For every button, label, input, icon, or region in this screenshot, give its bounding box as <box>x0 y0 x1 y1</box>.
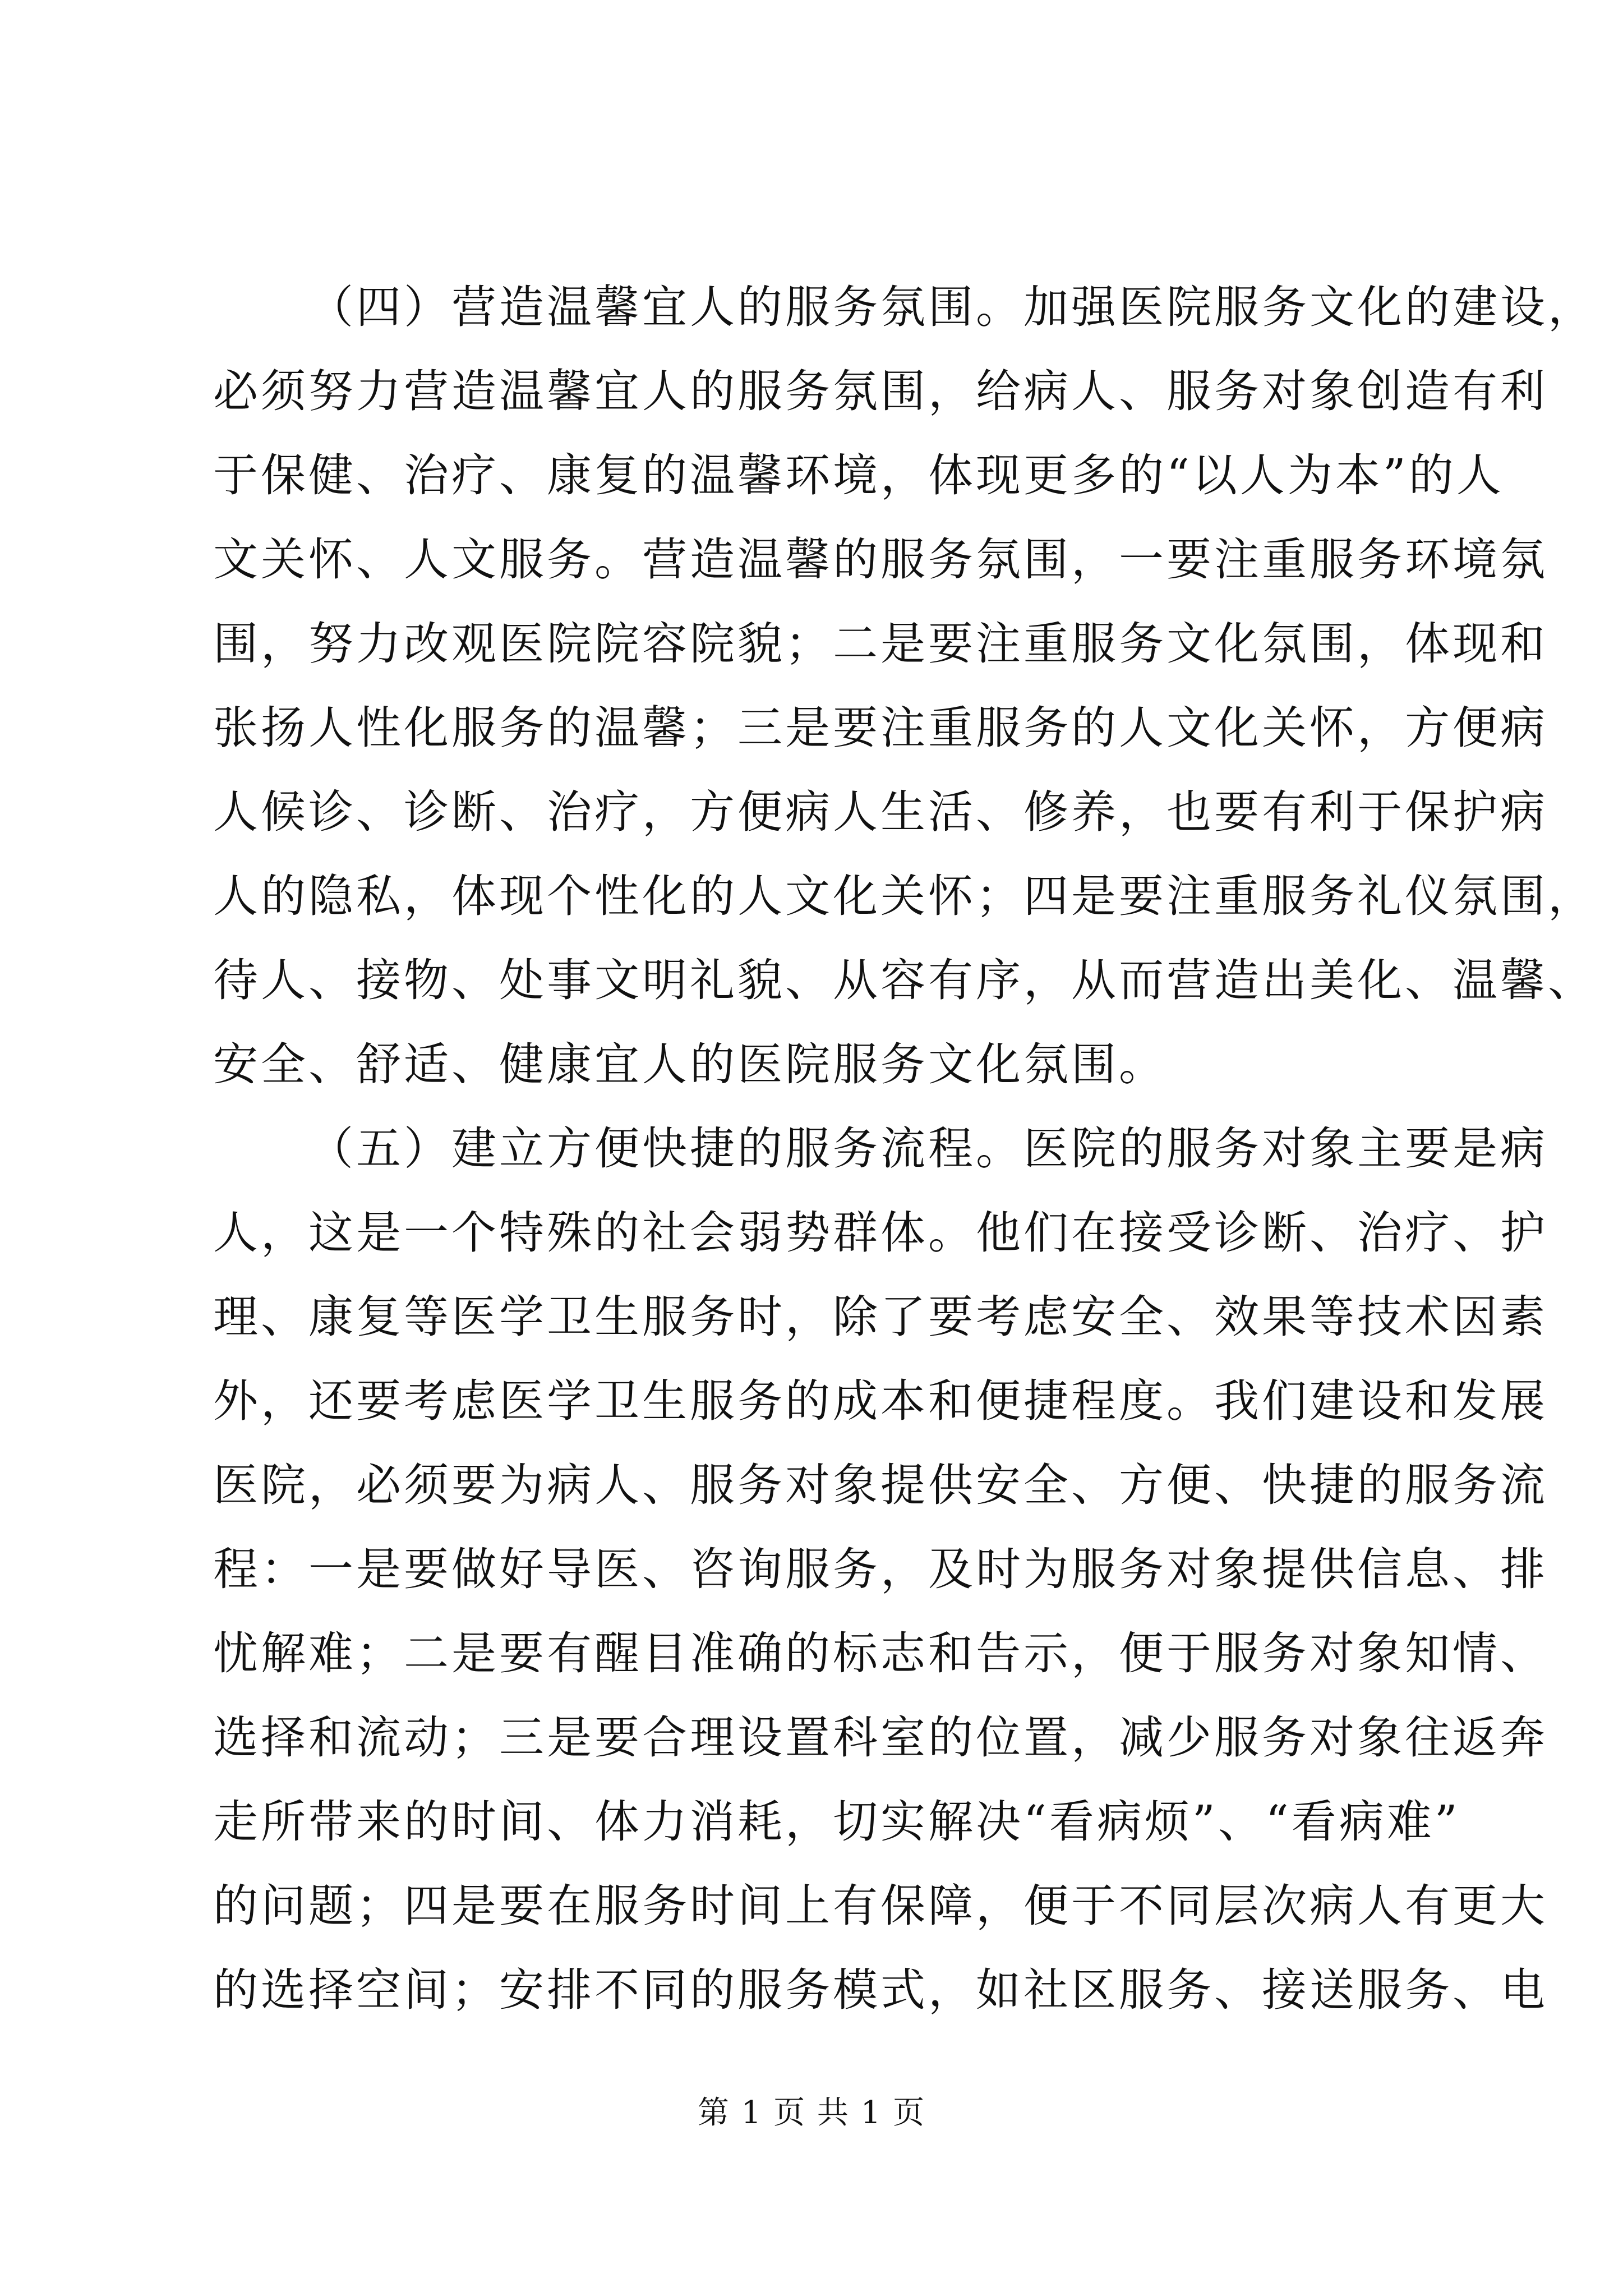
paragraph-5-line-7: 忧解难；二是要有醒目准确的标志和告示，便于服务对象知情、 <box>213 1627 1548 1680</box>
paragraph-5-line-2: 人，这是一个特殊的社会弱势群体。他们在接受诊断、治疗、护 <box>213 1207 1548 1259</box>
page-number-footer: 第 1 页 共 1 页 <box>697 2095 926 2131</box>
paragraph-4-line-1: （四）营造温馨宜人的服务氛围。加强医院服务文化的建设， <box>308 281 1596 333</box>
paragraph-4-line-5: 围，努力改观医院院容院貌；二是要注重服务文化氛围，体现和 <box>213 618 1548 670</box>
paragraph-5-line-10: 的问题；四是要在服务时间上有保障，便于不同层次病人有更大 <box>213 1880 1548 1932</box>
paragraph-5-line-6: 程：一是要做好导医、咨询服务，及时为服务对象提供信息、排 <box>213 1543 1548 1595</box>
paragraph-5-line-11: 的选择空间；安排不同的服务模式，如社区服务、接送服务、电 <box>213 1964 1548 2016</box>
paragraph-5-line-3: 理、康复等医学卫生服务时，除了要考虑安全、效果等技术因素 <box>213 1291 1548 1343</box>
paragraph-4-line-8: 人的隐私，体现个性化的人文化关怀；四是要注重服务礼仪氛围， <box>213 870 1596 922</box>
paragraph-4-line-7: 人候诊、诊断、治疗，方便病人生活、修养，也要有利于保护病 <box>213 786 1548 838</box>
paragraph-5-line-4: 外，还要考虑医学卫生服务的成本和便捷程度。我们建设和发展 <box>213 1375 1548 1427</box>
paragraph-4-line-2: 必须努力营造温馨宜人的服务氛围，给病人、服务对象创造有利 <box>213 365 1548 417</box>
paragraph-4-line-3: 于保健、治疗、康复的温馨环境，体现更多的“以人为本”的人 <box>213 449 1504 501</box>
paragraph-5-line-8: 选择和流动；三是要合理设置科室的位置，减少服务对象往返奔 <box>213 1711 1548 1764</box>
paragraph-5-line-5: 医院，必须要为病人、服务对象提供安全、方便、快捷的服务流 <box>213 1459 1548 1511</box>
paragraph-4-line-10: 安全、舒适、健康宜人的医院服务文化氛围。 <box>213 1038 1166 1091</box>
paragraph-5-line-1: （五）建立方便快捷的服务流程。医院的服务对象主要是病 <box>308 1122 1548 1175</box>
paragraph-4-line-9: 待人、接物、处事文明礼貌、从容有序，从而营造出美化、温馨、 <box>213 954 1596 1006</box>
paragraph-4-line-4: 文关怀、人文服务。营造温馨的服务氛围，一要注重服务环境氛 <box>213 533 1548 586</box>
paragraph-4-line-6: 张扬人性化服务的温馨；三是要注重服务的人文化关怀，方便病 <box>213 702 1548 754</box>
paragraph-5-line-9: 走所带来的时间、体力消耗，切实解决“看病烦”、“看病难” <box>213 1796 1460 1848</box>
